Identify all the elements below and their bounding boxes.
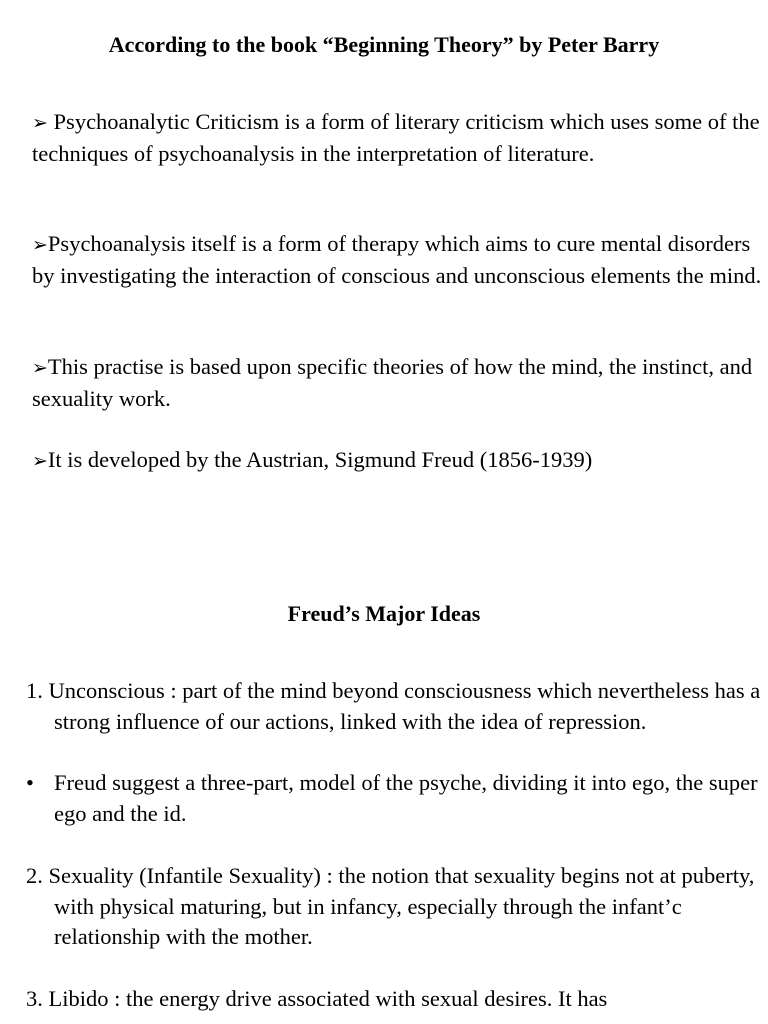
section-title: Freud’s Major Ideas (287, 601, 481, 626)
bullet-text: Freud suggest a three-part, model of the psyche, dividing it into ego, the super ego and the id. (54, 770, 758, 826)
paragraph-text: It is developed by the Austrian, Sigmund Freud (1856-1939) (47, 447, 593, 472)
paragraph-text: This practise is based upon specific theories of how the mind, the instinct, and sexuality work. (32, 354, 753, 411)
intro-paragraph-3 (32, 352, 762, 414)
list-item (26, 768, 762, 829)
arrow-bullet-icon: ➢ (32, 112, 48, 134)
list-item: 1. Unconscious : part of the mind beyond consciousness which nevertheless has a strong influence of our actions, linked with the idea of repression. (26, 678, 761, 734)
list-item: 3. Libido : the energy drive associated with sexual desires. It has (26, 986, 608, 1011)
intro-paragraph-2 (32, 229, 762, 291)
arrow-bullet-icon: ➢ (32, 450, 48, 472)
intro-paragraph-1 (32, 107, 762, 169)
arrow-bullet-icon: ➢ (32, 234, 48, 256)
bullet-icon: • (26, 770, 34, 795)
paragraph-text: Psychoanalytic Criticism is a form of literary criticism which uses some of the techniques of psychoanalysis in the interpretation of literature. (32, 109, 760, 166)
list-item: 2. Sexuality (Infantile Sexuality) : the notion that sexuality begins not at puberty, with physical maturing, but in infancy, especially through the infant’c relationship with the mother. (26, 863, 755, 950)
intro-paragraph-4 (32, 445, 762, 477)
paragraph-text: Psychoanalysis itself is a form of therapy which aims to cure mental disorders by investigating the interaction of conscious and unconscious elements the mind. (32, 231, 762, 288)
page-title: According to the book “Beginning Theory” by Peter Barry (108, 32, 660, 57)
arrow-bullet-icon: ➢ (32, 357, 48, 379)
